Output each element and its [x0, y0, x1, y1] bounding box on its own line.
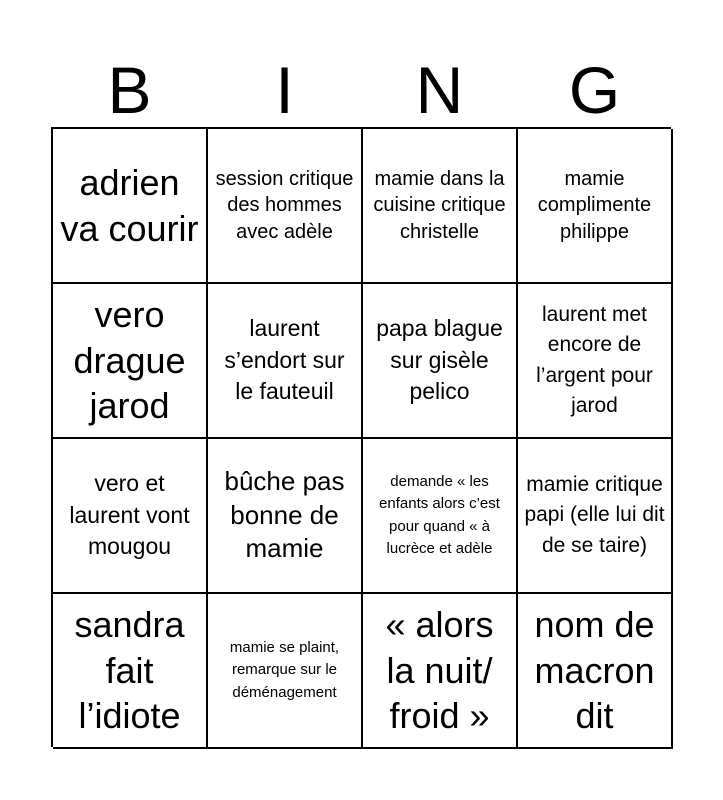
bingo-cell[interactable]: mamie complimente philippe	[518, 129, 673, 284]
bingo-cell[interactable]: adrien va courir	[53, 129, 208, 284]
bingo-cell[interactable]: bûche pas bonne de mamie	[208, 439, 363, 594]
bingo-cell[interactable]: nom de macron dit	[518, 594, 673, 749]
bingo-cell[interactable]: demande « les enfants alors c’est pour quand « à lucrèce et adèle	[363, 439, 518, 594]
header-letter-i: I	[275, 53, 294, 127]
bingo-cell[interactable]: mamie se plaint, remarque sur le déménagement	[208, 594, 363, 749]
header-letter-g: G	[568, 53, 621, 127]
bingo-cell[interactable]: mamie dans la cuisine critique christelle	[363, 129, 518, 284]
bingo-cell[interactable]: mamie critique papi (elle lui dit de se taire)	[518, 439, 673, 594]
bingo-cell[interactable]: vero drague jarod	[53, 284, 208, 439]
bingo-cell[interactable]: vero et laurent vont mougou	[53, 439, 208, 594]
bingo-cell[interactable]: « alors la nuit/ froid »	[363, 594, 518, 749]
header-letter-b: B	[107, 53, 152, 127]
bingo-cell[interactable]: papa blague sur gisèle pelico	[363, 284, 518, 439]
bingo-grid	[51, 127, 671, 747]
header-letter-n: N	[415, 53, 464, 127]
bingo-header	[52, 52, 672, 128]
bingo-cell[interactable]: sandra fait l’idiote	[53, 594, 208, 749]
bingo-cell[interactable]: laurent s’endort sur le fauteuil	[208, 284, 363, 439]
bingo-cell[interactable]: laurent met encore de l’argent pour jarod	[518, 284, 673, 439]
bingo-cell[interactable]: session critique des hommes avec adèle	[208, 129, 363, 284]
